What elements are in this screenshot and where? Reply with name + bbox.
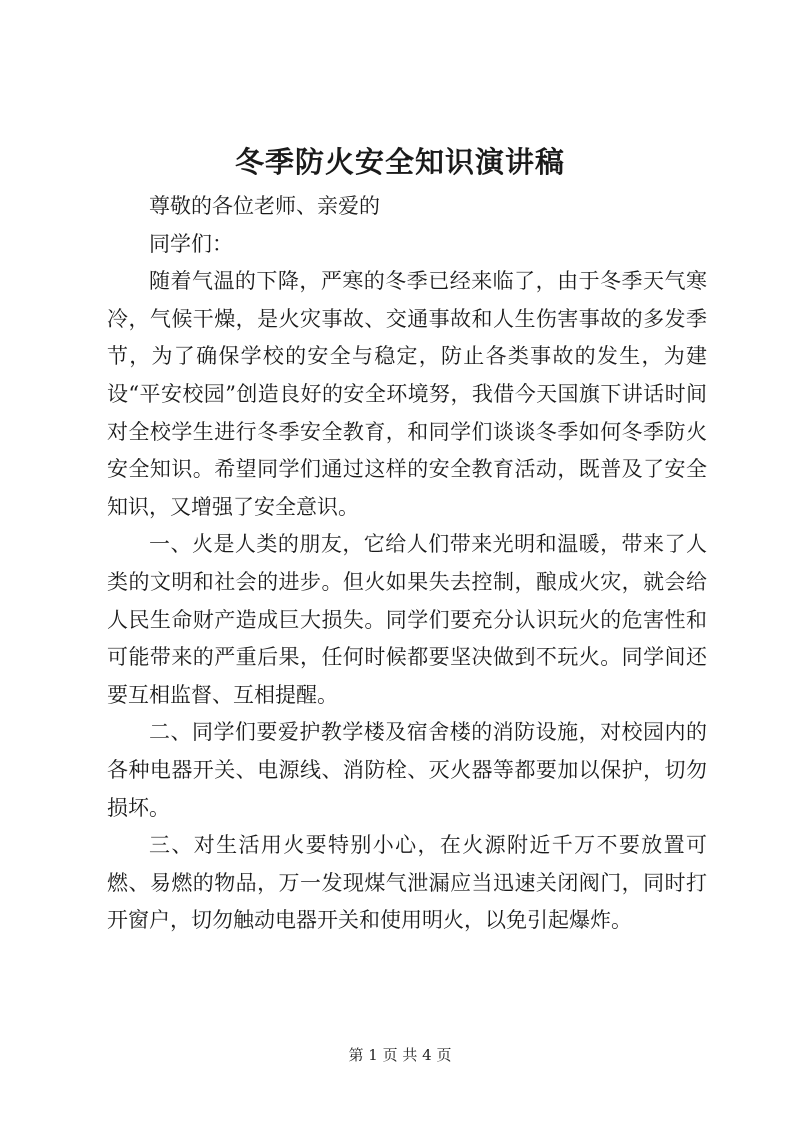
- salutation-line-2: 同学们：: [149, 231, 233, 256]
- document-title: 冬季防火安全知识演讲稿: [234, 145, 565, 179]
- intro-paragraph: 随着气温的下降，严寒的冬季已经来临了，由于冬季天气寒冷，气候干燥，是火灾事故、交通事故和人生伤害事故的多发季节，为了确保学校的安全与稳定，防止各类事故的发生，为建设“平安校园”创造良好的安全环境努，我借今天国旗下讲话时间对全校学生进行冬季安全教育，和同学们谈谈冬季如何冬季防火安全知识。希望同学们通过这样的安全教育活动，既普及了安全知识，又增强了安全意识。: [107, 269, 707, 519]
- point-one-paragraph: 一、火是人类的朋友，它给人们带来光明和温暖，带来了人类的文明和社会的进步。但火如果失去控制，酿成火灾，就会给人民生命财产造成巨大损失。同学们要充分认识玩火的危害性和可能带来的严重后果，任何时候都要坚决做到不玩火。同学间还要互相监督、互相提醒。: [107, 532, 707, 707]
- point-three-paragraph: 三、对生活用火要特别小心，在火源附近千万不要放置可燃、易燃的物品，万一发现煤气泄漏应当迅速关闭阀门，同时打开窗户，切勿触动电器开关和使用明火，以免引起爆炸。: [107, 833, 707, 933]
- document-body: [107, 188, 707, 940]
- point-two-paragraph: 二、同学们要爱护教学楼及宿舍楼的消防设施，对校园内的各种电器开关、电源线、消防栓、灭火器等都要加以保护，切勿损坏。: [107, 720, 707, 820]
- salutation-line-1: 尊敬的各位老师、亲爱的: [149, 194, 380, 218]
- page-number-footer: 第 1 页 共 4 页: [348, 1046, 452, 1064]
